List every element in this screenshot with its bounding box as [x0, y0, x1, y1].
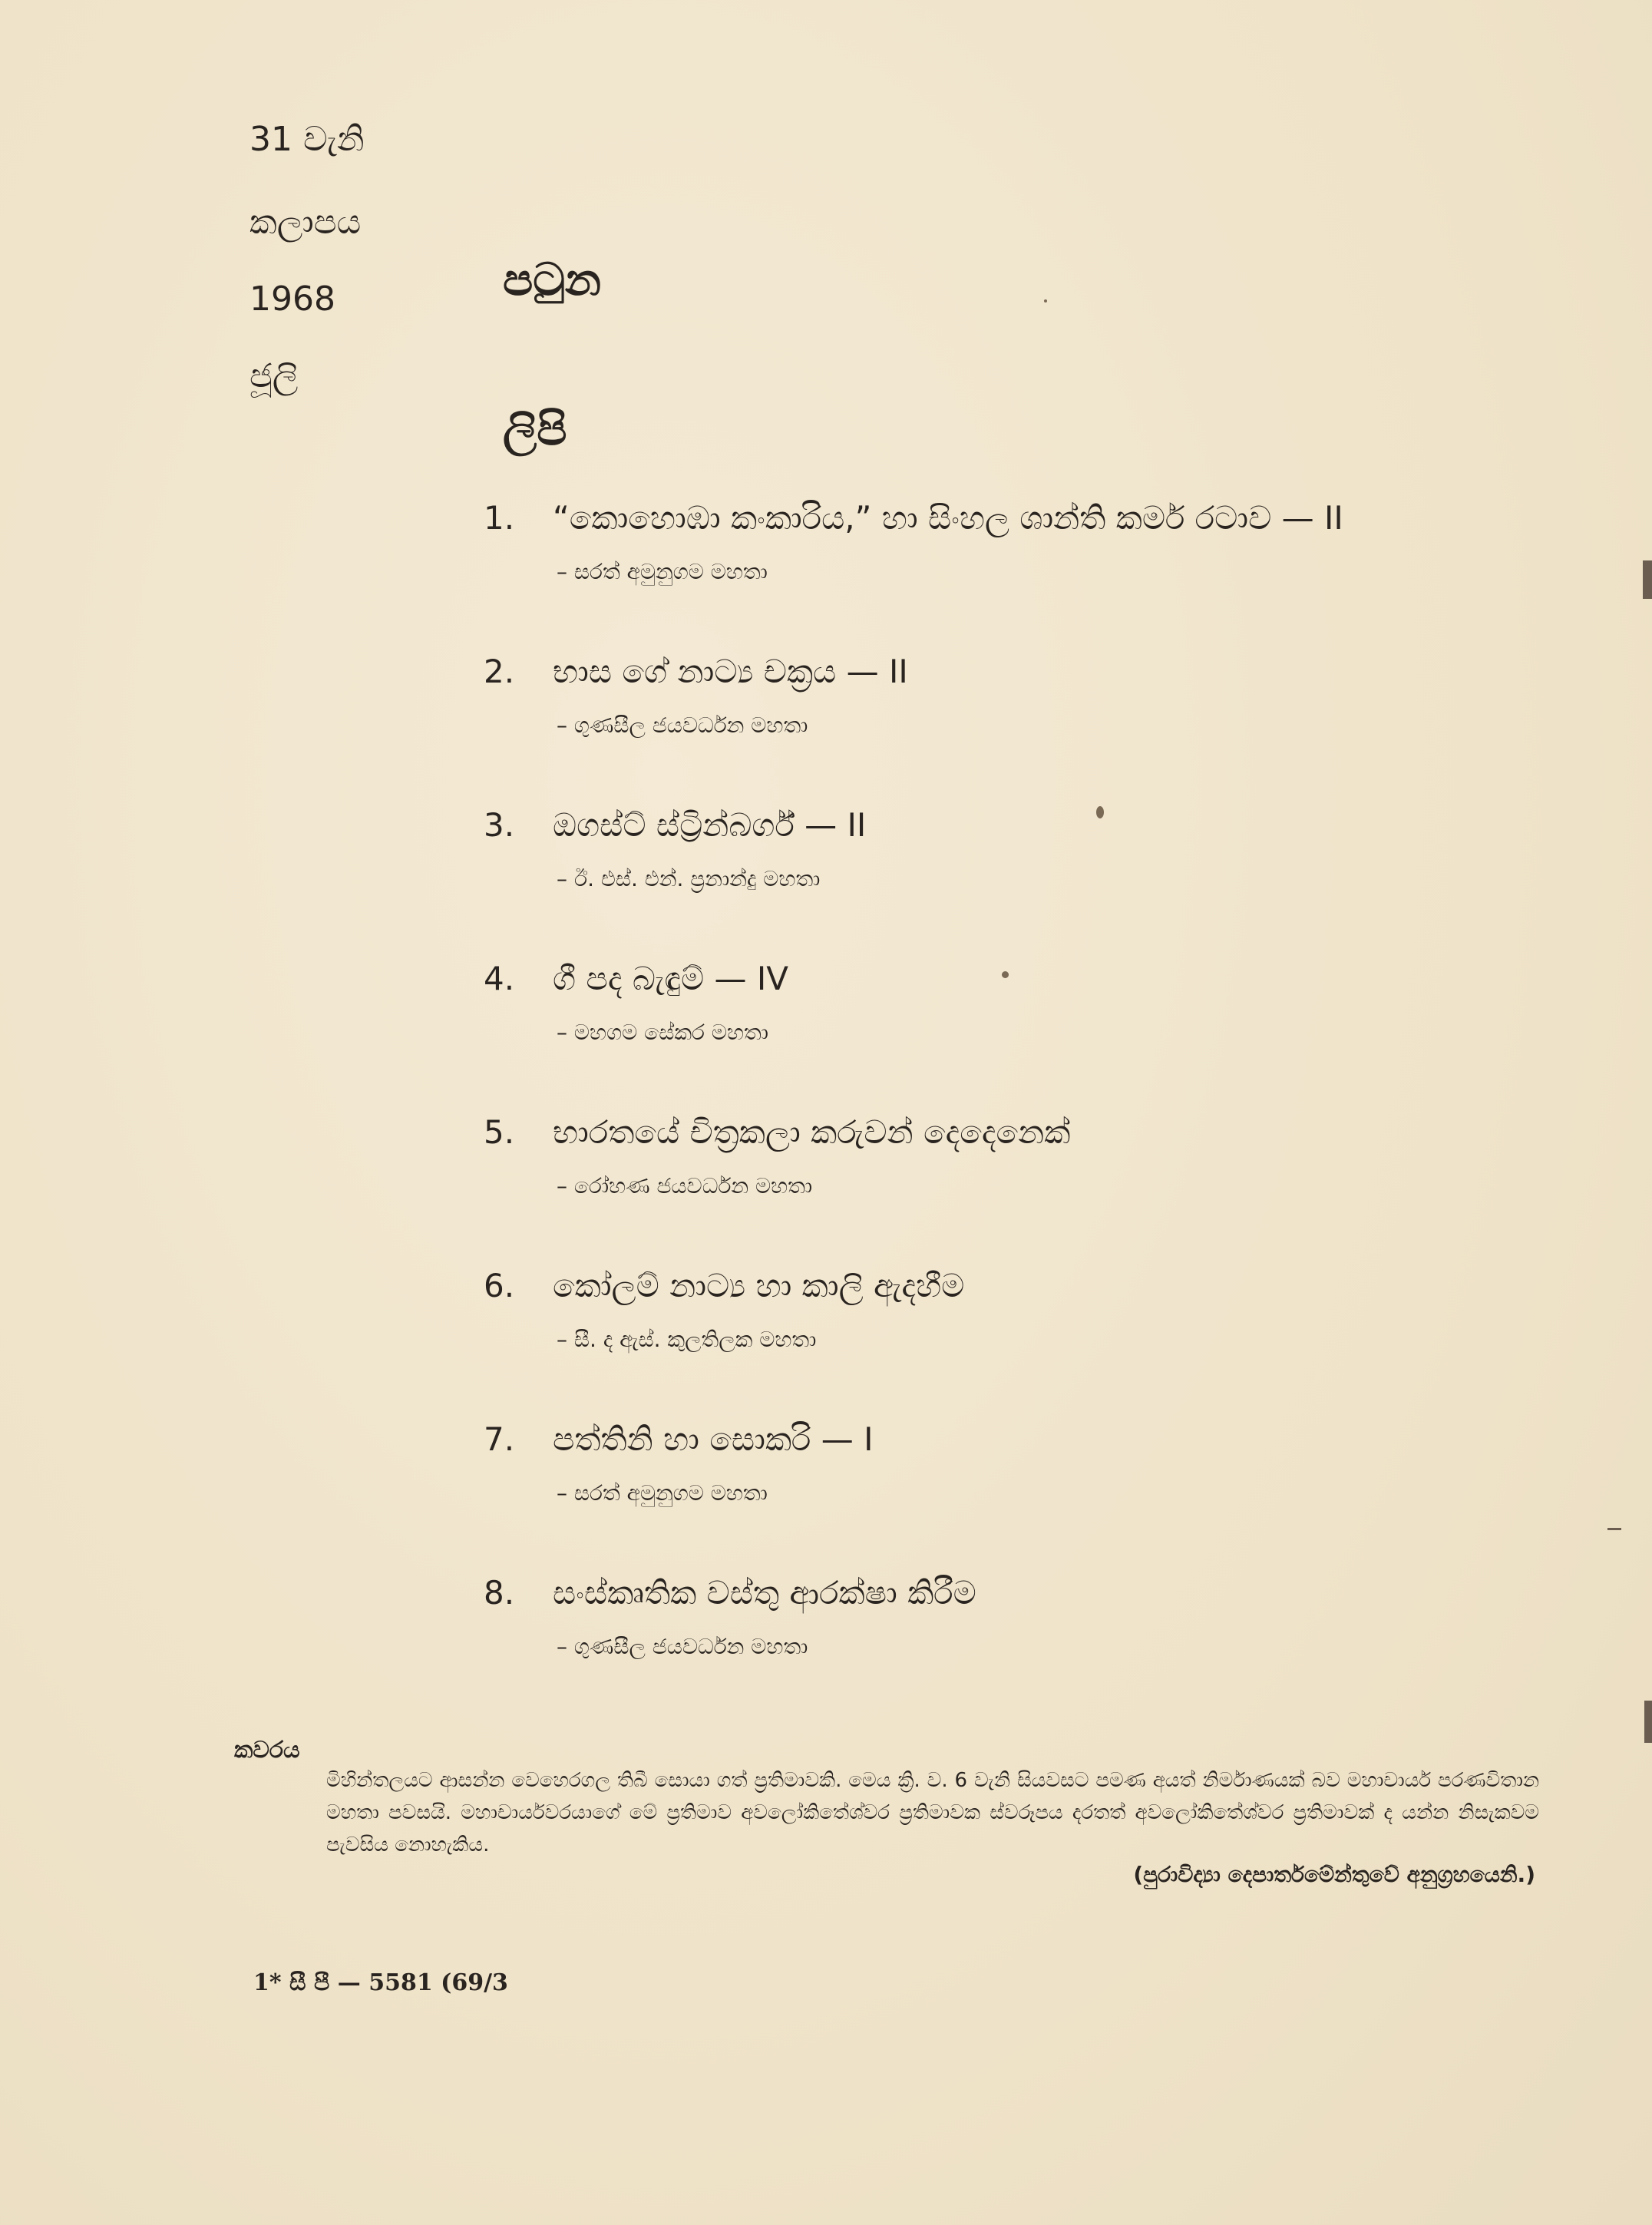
cover-credit: (පුරාවිද්‍යා දෙපාර්තමේන්තුවේ අනුග්‍රහයෙනි.) [1133, 1862, 1535, 1887]
article-number: 1. [484, 499, 515, 537]
paper-speck [1096, 806, 1104, 818]
issue-year: 1968 [249, 279, 335, 319]
article-author: – ගුණසීල ජයවර්ධන මහතා [557, 712, 808, 738]
paper-speck [1002, 971, 1009, 978]
article-author: – සරත් අමුනුගම මහතා [557, 559, 768, 584]
article-title: කෝලම් නාට්‍ය හා කාලි ඇදහීම [553, 1267, 965, 1304]
articles-heading: ලිපි [503, 403, 567, 455]
paper-edge-mark [1607, 1528, 1621, 1530]
article-author: – ඊ. එස්. එන්. ප්‍රනාන්දු මහතා [557, 866, 821, 891]
article-number: 7. [484, 1420, 515, 1458]
contents-heading: පටුන [503, 253, 602, 306]
article-author: – සී. ද ඇස්. කුලතිලක මහතා [557, 1327, 817, 1352]
paper-edge-mark [1643, 560, 1652, 599]
issue-volume: කලාපය [249, 203, 362, 242]
article-title: ඔගස්ට් ස්ට්‍රින්බර්ග් — II [553, 806, 867, 844]
article-author: – ගුණසීල ජයවර්ධන මහතා [557, 1634, 808, 1659]
article-author: – රෝහණ ජයවර්ධන මහතා [557, 1173, 813, 1198]
article-title: පත්තිනි හා සොකරි — I [553, 1420, 874, 1458]
article-title: “කොහොඹා කංකාරිය,” හා සිංහල ශාන්ති කර්ම රටාව — II [553, 499, 1343, 537]
printer-code: 1* සී පී — 5581 (69/3 [253, 1969, 508, 1996]
paper-edge-mark [1644, 1701, 1652, 1743]
article-title: ගී පද බැඳුම් — IV [553, 960, 788, 997]
article-number: 4. [484, 960, 515, 997]
article-number: 2. [484, 653, 515, 690]
article-author: – මහගම සේකර මහතා [557, 1020, 768, 1045]
paper-speck [1044, 299, 1047, 303]
article-number: 8. [484, 1574, 515, 1612]
issue-month: ජූලි [249, 356, 299, 395]
article-number: 5. [484, 1113, 515, 1151]
article-title: භාස ගේ නාට්‍ය චක්‍රය — II [553, 653, 908, 690]
article-title: භාරතයේ චිත්‍රකලා කරුවන් දෙදෙනෙක් [553, 1113, 1071, 1151]
article-title: සංස්කෘතික වස්තු ආරක්ෂා කිරීම [553, 1574, 976, 1612]
article-number: 6. [484, 1267, 515, 1304]
cover-description: මිහින්තලයට ආසන්න වෙහෙරගල තිබී සොයා ගත් ප්‍රතිමාවකි. මෙය ක්‍රි. ව. 6 වැනි සියවසට පමණ අයත් නිර්මාණයක් බව මහාචාර්ය පරණවිතාන මහතා පවසයි. මහාචාර්යවරයාගේ මේ ප්‍රතිමාව අවලෝකිතේශ්වර ප්‍රතිමාවක ස්වරූපය දරතත් අවලෝකිතේශ්වර ප්‍රතිමාවක් ද යන්න නිසැකවම පැවසිය නොහැකිය. [326, 1769, 1539, 1856]
cover-label: කවරය [234, 1737, 300, 1764]
article-author: – සරත් අමුනුගම මහතා [557, 1480, 768, 1506]
issue-number: 31 වැනි [249, 120, 365, 159]
article-number: 3. [484, 806, 515, 844]
